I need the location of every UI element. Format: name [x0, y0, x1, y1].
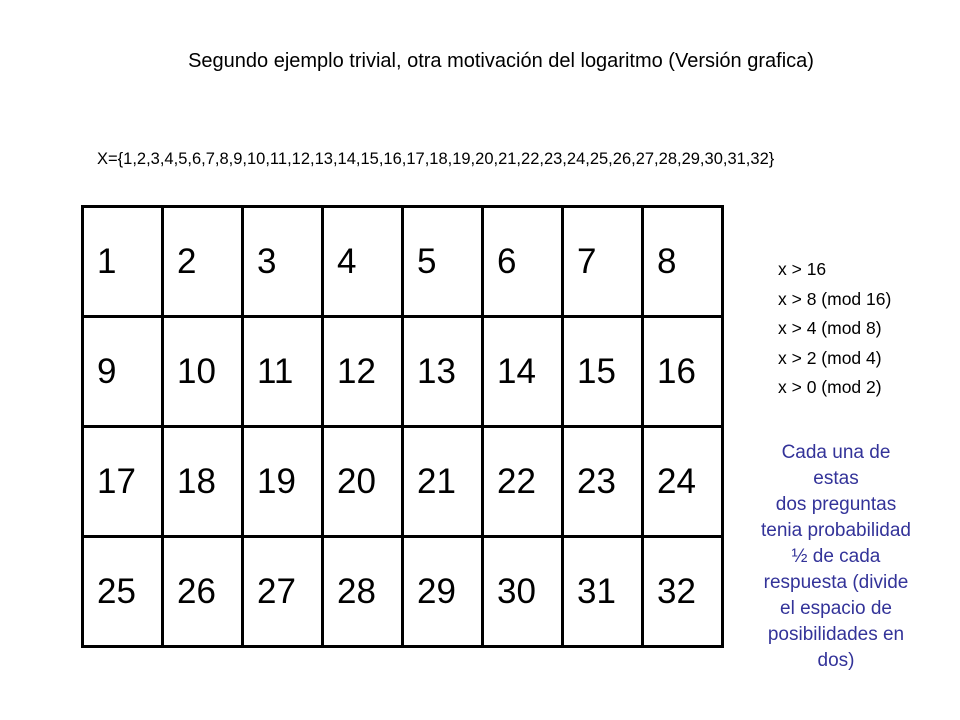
grid-cell: 2 [163, 207, 243, 317]
condition-list [778, 255, 891, 403]
note-line: ½ de cada [791, 546, 881, 567]
grid-cell: 5 [403, 207, 483, 317]
grid-cell: 17 [83, 427, 163, 537]
condition-item: x > 16 [778, 259, 827, 279]
grid-row [83, 537, 723, 647]
grid-cell: 21 [403, 427, 483, 537]
grid-row [83, 207, 723, 317]
condition-item: x > 8 (mod 16) [778, 288, 892, 309]
grid-cell: 25 [83, 537, 163, 647]
grid-cell: 3 [243, 207, 323, 317]
grid-cell: 30 [483, 537, 563, 647]
note-line: Cada una de [781, 442, 891, 463]
set-definition: X={1,2,3,4,5,6,7,8,9,10,11,12,13,14,15,16,17,18,19,20,21,22,23,24,25,26,27,28,29,30,31,32} [97, 150, 775, 168]
grid-cell: 8 [643, 207, 723, 317]
grid-cell: 13 [403, 317, 483, 427]
grid-cell: 16 [643, 317, 723, 427]
grid-cell: 32 [643, 537, 723, 647]
condition-item: x > 4 (mod 8) [778, 318, 882, 338]
note-line: dos) [817, 650, 855, 671]
grid-row [83, 317, 723, 427]
grid-cell: 9 [83, 317, 163, 427]
grid-cell: 22 [483, 427, 563, 537]
condition-item: x > 2 (mod 4) [778, 347, 882, 368]
grid-cell: 14 [483, 317, 563, 427]
probability-note [736, 440, 936, 674]
note-line: el espacio de [780, 598, 892, 619]
grid-cell: 24 [643, 427, 723, 537]
grid-cell: 15 [563, 317, 643, 427]
grid-cell: 26 [163, 537, 243, 647]
grid-cell: 4 [323, 207, 403, 317]
grid-cell: 28 [323, 537, 403, 647]
note-line: dos preguntas [775, 494, 897, 515]
grid-cell: 10 [163, 317, 243, 427]
number-grid [81, 205, 724, 648]
note-line: posibilidades en [767, 624, 905, 645]
grid-cell: 31 [563, 537, 643, 647]
grid-cell: 20 [323, 427, 403, 537]
condition-item: x > 0 (mod 2) [778, 377, 882, 397]
grid-cell: 18 [163, 427, 243, 537]
grid-cell: 29 [403, 537, 483, 647]
note-line: estas [813, 468, 859, 489]
grid-cell: 6 [483, 207, 563, 317]
grid-cell: 7 [563, 207, 643, 317]
grid-cell: 12 [323, 317, 403, 427]
slide-title: Segundo ejemplo trivial, otra motivación del logaritmo (Versión grafica) [188, 50, 814, 72]
grid-cell: 19 [243, 427, 323, 537]
grid-cell: 11 [243, 317, 323, 427]
grid-cell: 1 [83, 207, 163, 317]
note-line: tenia probabilidad [760, 520, 911, 541]
grid-cell: 23 [563, 427, 643, 537]
grid-cell: 27 [243, 537, 323, 647]
grid-row [83, 427, 723, 537]
note-line: respuesta (divide [763, 572, 909, 593]
